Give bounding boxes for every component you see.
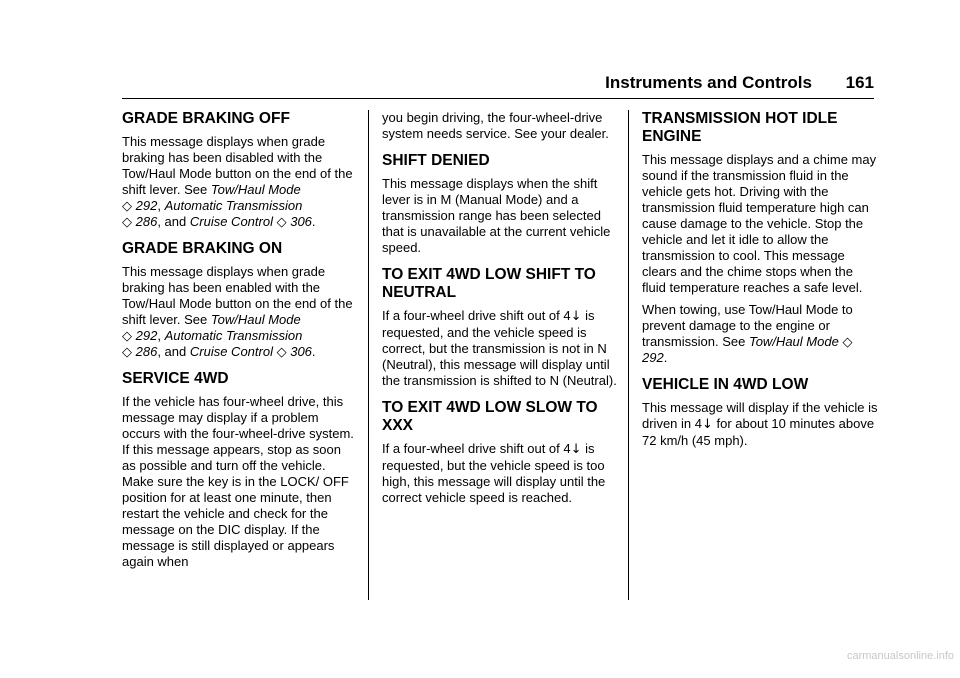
ref-arrow-icon: ◇	[276, 344, 287, 359]
section-heading: SERVICE 4WD	[122, 370, 229, 387]
section-heading: GRADE BRAKING ON	[122, 240, 283, 257]
section-exit-4wd-slow	[382, 399, 618, 506]
cross-reference-link[interactable]: Automatic Transmission	[164, 328, 303, 343]
section-heading: SHIFT DENIED	[382, 152, 490, 169]
ref-arrow-icon: ◇	[276, 214, 287, 229]
column-2	[382, 110, 618, 516]
ref-arrow-icon: ◇	[122, 198, 132, 213]
watermark: carmanualsonline.info	[846, 650, 954, 662]
cross-reference-link[interactable]: Tow/Haul Mode	[748, 334, 839, 349]
page-number: 161	[845, 73, 874, 92]
section-body: This message displays and a chime may sound if the transmission fluid in the vehicle gets hot. Driving with the transmission fluid temperature high can cause damage to the vehicle. Stop the vehicle and let it idle to allow the transmission to cool. This message clears and the chime stops when the fluid temperature reaches a safe level.	[642, 152, 877, 295]
section-body: This message displays when grade braking has been disabled with the Tow/Haul Mode button on the end of the shift lever. See Tow/Haul Mode ◇ 292, Automatic Transmission ◇ 286, and Cruise Control ◇ 306.	[122, 134, 353, 229]
ref-page[interactable]: 286	[135, 344, 158, 359]
ref-page[interactable]: 306	[290, 344, 312, 359]
arrow-down-icon: ↓	[701, 417, 713, 432]
section-body: If a four-wheel drive shift out of 4↓ is requested, but the vehicle speed is too high, this message will display until the correct vehicle speed is reached.	[382, 441, 606, 505]
cross-reference-link[interactable]: Cruise Control	[189, 344, 273, 359]
section-heading: GRADE BRAKING OFF	[122, 110, 290, 127]
cross-reference-link[interactable]: Cruise Control	[189, 214, 273, 229]
cross-reference-link[interactable]: Tow/Haul Mode	[210, 182, 301, 197]
section-heading: TO EXIT 4WD LOW SHIFT TO NEUTRAL	[382, 266, 596, 301]
section-heading: TRANSMISSION HOT IDLE ENGINE	[642, 110, 838, 145]
section-body: This message will display if the vehicle is driven in 4↓ for about 10 minutes above 72 km/h (45 mph).	[642, 400, 878, 448]
column-1	[122, 110, 358, 580]
section-body: If the vehicle has four-wheel drive, this message may display if a problem occurs with the four-wheel-drive system. If this message appears, stop as soon as possible and turn off the vehicle. Make sure the key is in the LOCK/ OFF position for at least one minute, then restart the vehicle and check for the message on the DIC display. If the message is still displayed or appears again when	[122, 394, 354, 569]
section-title: Instruments and Controls	[605, 73, 812, 92]
ref-arrow-icon: ◇	[122, 328, 132, 343]
section-body: When towing, use Tow/Haul Mode to prevent damage to the engine or transmission. See Tow/Haul Mode ◇ 292.	[642, 302, 853, 365]
section-shift-denied	[382, 152, 618, 256]
arrow-down-icon: ↓	[570, 442, 582, 457]
ref-arrow-icon: ◇	[122, 344, 132, 359]
section-body: This message displays when the shift lever is in M (Manual Mode) and a transmission range has been selected that is unavailable at the current vehicle speed.	[382, 176, 611, 255]
column-divider	[628, 110, 629, 600]
cross-reference-link[interactable]: Tow/Haul Mode	[210, 312, 301, 327]
page-header	[122, 70, 874, 99]
ref-page[interactable]: 292	[135, 198, 158, 213]
section-body: This message displays when grade braking has been enabled with the Tow/Haul Mode button on the end of the shift lever. See Tow/Haul Mode ◇ 292, Automatic Transmission ◇ 286, and Cruise Control ◇ 306.	[122, 264, 353, 359]
section-heading: TO EXIT 4WD LOW SLOW TO XXX	[382, 399, 598, 434]
section-body-continued: you begin driving, the four-wheel-drive system needs service. See your dealer.	[382, 110, 609, 141]
section-exit-4wd-neutral	[382, 266, 618, 389]
ref-page[interactable]: 292	[642, 350, 664, 365]
section-vehicle-4wd-low	[642, 376, 878, 449]
ref-page[interactable]: 292	[135, 328, 158, 343]
ref-page[interactable]: 286	[135, 214, 158, 229]
section-transmission-hot	[642, 110, 878, 366]
section-service-4wd	[122, 370, 358, 570]
section-body: If a four-wheel drive shift out of 4↓ is requested, and the vehicle speed is correct, but the transmission is not in N (Neutral), this message will display until the transmission is shifted to N (Neutral).	[382, 308, 617, 388]
ref-page[interactable]: 306	[290, 214, 312, 229]
column-3	[642, 110, 878, 459]
section-grade-braking-off	[122, 110, 358, 230]
section-heading: VEHICLE IN 4WD LOW	[642, 376, 809, 393]
cross-reference-link[interactable]: Automatic Transmission	[164, 198, 303, 213]
ref-arrow-icon: ◇	[122, 214, 132, 229]
section-grade-braking-on	[122, 240, 358, 360]
column-divider	[368, 110, 369, 600]
arrow-down-icon: ↓	[570, 309, 582, 324]
ref-arrow-icon: ◇	[842, 334, 853, 349]
